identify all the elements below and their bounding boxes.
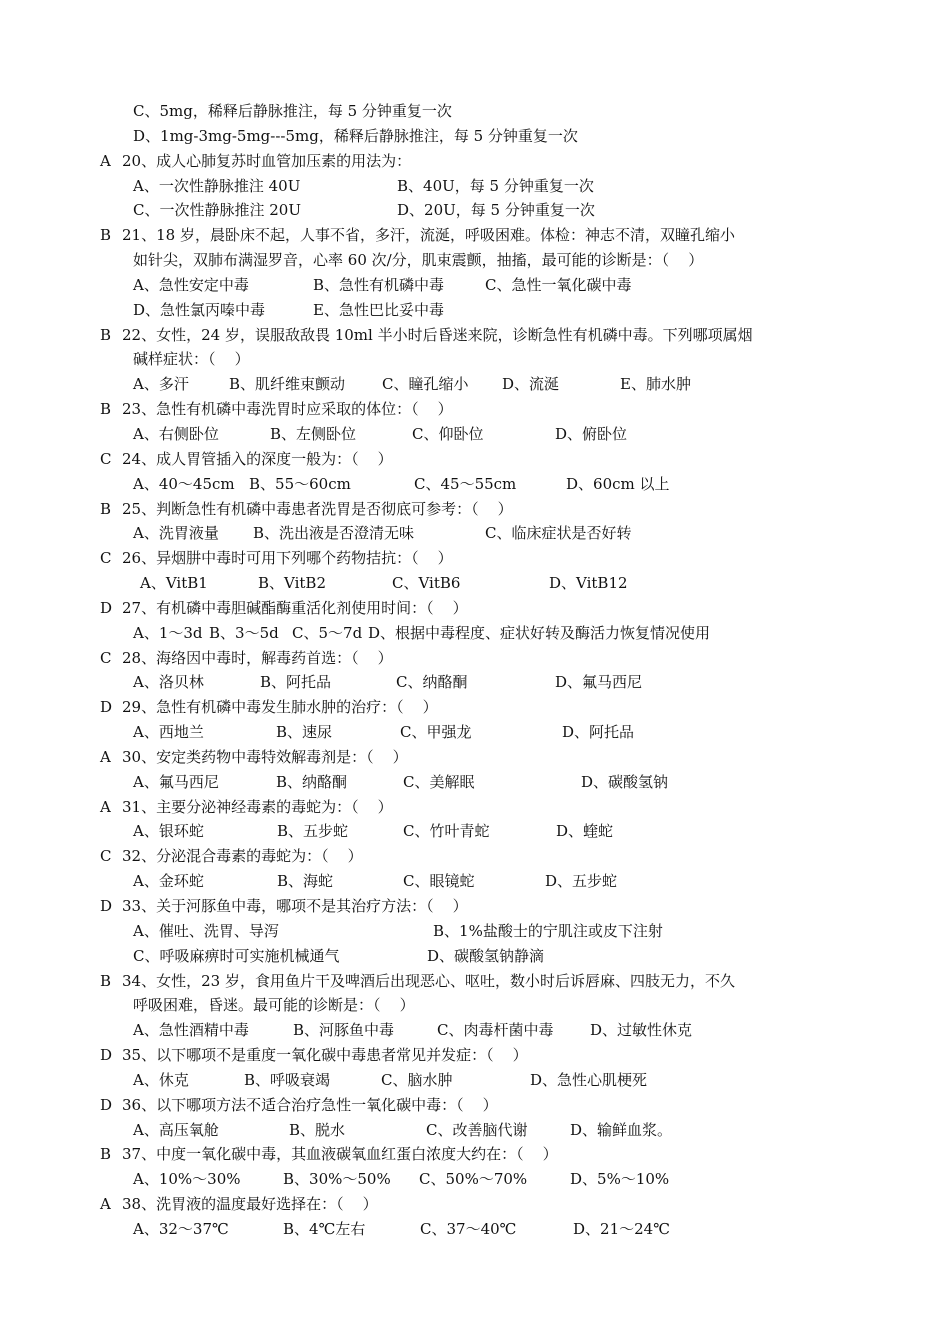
- answer-option: C、纳酪酮: [396, 673, 468, 692]
- question-row: [0, 323, 950, 348]
- question-text: 21、18 岁，晨卧床不起，人事不省，多汗，流涎，呼吸困难。体检：神志不清，双瞳孔缩小: [122, 226, 735, 245]
- question-row: [0, 596, 950, 621]
- answer-option: A、VitB1: [140, 574, 208, 593]
- answer-option: D、俯卧位: [555, 424, 628, 443]
- options-row: [0, 298, 950, 323]
- answer-option: C、5mg，稀释后静脉推注，每 5 分钟重复一次: [133, 102, 452, 120]
- question-row: [0, 646, 950, 671]
- options-row: [0, 273, 950, 298]
- answer-option: D、阿托品: [562, 723, 635, 742]
- question-text: 35、以下哪项不是重度一氧化碳中毒患者常见并发症：（ ）: [122, 1046, 528, 1065]
- question-text: 34、女性，23 岁，食用鱼片干及啤酒后出现恶心、呕吐，数小时后诉唇麻、四肢无力，不久: [122, 971, 735, 990]
- answer-option: D、21～24℃: [573, 1219, 670, 1238]
- options-row: [0, 174, 950, 199]
- answer-option: C、VitB6: [392, 574, 461, 593]
- options-row: [0, 571, 950, 596]
- answer-key: D: [100, 1095, 113, 1114]
- answer-option: A、催吐、洗胃、导泻: [133, 921, 279, 940]
- answer-key: C: [100, 449, 112, 468]
- question-row: [0, 447, 950, 472]
- question-row: [0, 1192, 950, 1217]
- question-text: 碱样症状：（ ）: [133, 350, 250, 369]
- answer-option: C、脑水肿: [381, 1070, 453, 1089]
- question-text-continued: [0, 248, 950, 273]
- options-row: [0, 198, 950, 223]
- question-row: [0, 695, 950, 720]
- options-row: [0, 422, 950, 447]
- question-text: 20、成人心肺复苏时血管加压素的用法为：: [122, 151, 412, 170]
- answer-option: A、氟马西尼: [133, 772, 219, 791]
- question-text: 如针尖，双肺布满湿罗音，心率 60 次/分，肌束震颤，抽搐，最可能的诊断是：（ ）: [133, 251, 704, 270]
- question-text-continued: [0, 993, 950, 1018]
- question-text: 31、主要分泌神经毒素的毒蛇为：（ ）: [122, 797, 393, 816]
- answer-option: C、37～40℃: [420, 1219, 517, 1238]
- answer-option: A、急性酒精中毒: [133, 1021, 249, 1040]
- options-row: [0, 1167, 950, 1192]
- question-row: [0, 497, 950, 522]
- question-row: [0, 745, 950, 770]
- answer-option: A、洛贝林: [133, 673, 204, 692]
- question-text: 呼吸困难，昏迷。最可能的诊断是：（ ）: [133, 996, 415, 1015]
- question-text: 28、海络因中毒时，解毒药首选：（ ）: [122, 648, 393, 667]
- question-row: [0, 969, 950, 994]
- answer-option: B、阿托品: [260, 673, 332, 692]
- answer-key: B: [100, 499, 112, 518]
- answer-option: D、根据中毒程度、症状好转及酶活力恢复情况使用: [368, 623, 711, 642]
- answer-option: B、左侧卧位: [270, 424, 357, 443]
- answer-option: B、脱水: [289, 1120, 346, 1139]
- answer-option: B、五步蛇: [277, 822, 349, 841]
- question-text: 23、急性有机磷中毒洗胃时应采取的体位：（ ）: [122, 400, 453, 419]
- options-row: [0, 770, 950, 795]
- answer-key: D: [100, 698, 113, 717]
- answer-option: A、高压氧舱: [133, 1120, 219, 1139]
- answer-key: D: [100, 598, 113, 617]
- question-row: [0, 223, 950, 248]
- answer-option: B、海蛇: [277, 872, 334, 891]
- answer-key: A: [100, 151, 111, 170]
- question-row: [0, 1043, 950, 1068]
- answer-key: B: [100, 971, 112, 990]
- answer-option: B、40U，每 5 分钟重复一次: [397, 176, 594, 195]
- question-text: 37、中度一氧化碳中毒，其血液碳氧血红蛋白浓度大约在：（ ）: [122, 1145, 558, 1164]
- answer-option: B、纳酪酮: [276, 772, 348, 791]
- answer-option: D、五步蛇: [545, 872, 618, 891]
- options-row: [0, 944, 950, 969]
- answer-option: A、洗胃液量: [133, 524, 219, 543]
- answer-option: B、3～5d: [209, 623, 279, 642]
- answer-key: B: [100, 1145, 112, 1164]
- answer-option: B、1%盐酸士的宁肌注或皮下注射: [433, 921, 663, 940]
- question-row: [0, 795, 950, 820]
- answer-option: B、洗出液是否澄清无味: [253, 524, 415, 543]
- answer-option: A、40～45cm: [133, 474, 235, 493]
- answer-key: B: [100, 226, 112, 245]
- options-row: [0, 472, 950, 497]
- question-row: [0, 1142, 950, 1167]
- answer-option: C、一次性静脉推注 20U: [133, 201, 301, 220]
- options-row: [0, 1217, 950, 1242]
- answer-key: B: [100, 325, 112, 344]
- answer-option: A、金环蛇: [133, 872, 204, 891]
- answer-option: B、55～60cm: [249, 474, 351, 493]
- answer-option: D、过敏性休克: [590, 1021, 693, 1040]
- answer-option: B、VitB2: [258, 574, 326, 593]
- question-text: 24、成人胃管插入的深度一般为：（ ）: [122, 449, 393, 468]
- answer-key: A: [100, 797, 111, 816]
- answer-option: C、5～7d: [292, 623, 363, 642]
- question-text: 38、洗胃液的温度最好选择在：（ ）: [122, 1195, 378, 1214]
- options-row: [0, 124, 950, 149]
- answer-option: B、肌纤维束颤动: [229, 375, 346, 394]
- answer-option: D、1mg-3mg-5mg---5mg，稀释后静脉推注，每 5 分钟重复一次: [133, 126, 578, 145]
- question-row: [0, 397, 950, 422]
- options-row: [0, 1118, 950, 1143]
- answer-option: A、10%～30%: [133, 1170, 241, 1189]
- answer-option: C、甲强龙: [400, 723, 472, 742]
- answer-option: A、1～3d: [133, 623, 203, 642]
- answer-option: B、30%～50%: [283, 1170, 391, 1189]
- question-row: [0, 894, 950, 919]
- question-text: 30、安定类药物中毒特效解毒剂是：（ ）: [122, 747, 408, 766]
- answer-key: A: [100, 1195, 111, 1214]
- answer-key: C: [100, 648, 112, 667]
- answer-option: C、临床症状是否好转: [485, 524, 632, 543]
- options-row: [0, 919, 950, 944]
- answer-option: D、20U，每 5 分钟重复一次: [397, 201, 595, 220]
- options-row: [0, 621, 950, 646]
- options-row: [0, 521, 950, 546]
- answer-option: B、呼吸衰竭: [244, 1070, 331, 1089]
- options-row: [0, 372, 950, 397]
- answer-option: A、右侧卧位: [133, 424, 219, 443]
- options-row: [0, 869, 950, 894]
- answer-option: A、休克: [133, 1070, 189, 1089]
- answer-option: B、河豚鱼中毒: [293, 1021, 395, 1040]
- question-text: 27、有机磷中毒胆碱酯酶重活化剂使用时间：（ ）: [122, 598, 468, 617]
- answer-option: D、急性心肌梗死: [530, 1070, 648, 1089]
- answer-option: B、4℃左右: [283, 1219, 366, 1238]
- answer-option: C、急性一氧化碳中毒: [485, 275, 632, 294]
- question-text: 25、判断急性有机磷中毒患者洗胃是否彻底可参考：（ ）: [122, 499, 513, 518]
- options-row: [0, 720, 950, 745]
- answer-option: D、5%～10%: [570, 1170, 670, 1189]
- answer-option: D、蝰蛇: [556, 822, 614, 841]
- question-text: 29、急性有机磷中毒发生肺水肿的治疗：（ ）: [122, 698, 438, 717]
- answer-key: C: [100, 549, 112, 568]
- answer-option: C、竹叶青蛇: [403, 822, 490, 841]
- answer-key: D: [100, 1046, 113, 1065]
- answer-option: D、VitB12: [549, 574, 628, 593]
- answer-option: C、眼镜蛇: [403, 872, 475, 891]
- answer-option: B、急性有机磷中毒: [313, 275, 445, 294]
- question-text: 32、分泌混合毒素的毒蛇为：（ ）: [122, 847, 363, 866]
- answer-key: B: [100, 400, 112, 419]
- question-text: 33、关于河豚鱼中毒，哪项不是其治疗方法：（ ）: [122, 897, 468, 915]
- question-row: [0, 546, 950, 571]
- answer-option: D、输鲜血浆。: [570, 1120, 673, 1139]
- options-row: [0, 99, 950, 124]
- question-list: [0, 99, 950, 1242]
- answer-option: A、银环蛇: [133, 822, 204, 841]
- answer-key: A: [100, 747, 111, 766]
- question-row: [0, 1093, 950, 1118]
- answer-option: D、碳酸氢钠: [581, 772, 669, 791]
- question-text: 26、异烟肼中毒时可用下列哪个药物拮抗：（ ）: [122, 549, 453, 568]
- answer-option: A、多汗: [133, 375, 189, 394]
- answer-option: D、60cm 以上: [566, 474, 670, 493]
- answer-key: D: [100, 897, 113, 915]
- answer-option: A、一次性静脉推注 40U: [133, 176, 301, 195]
- answer-option: C、美解眠: [403, 772, 475, 791]
- options-row: [0, 1068, 950, 1093]
- answer-option: D、流涎: [502, 375, 560, 394]
- question-text-continued: [0, 347, 950, 372]
- question-text: 36、以下哪项方法不适合治疗急性一氧化碳中毒：（ ）: [122, 1095, 498, 1114]
- answer-key: C: [100, 847, 112, 866]
- question-row: [0, 149, 950, 174]
- answer-option: D、氟马西尼: [555, 673, 643, 692]
- question-text: 22、女性，24 岁，误服敌敌畏 10ml 半小时后昏迷来院，诊断急性有机磷中毒。下列哪项属烟: [122, 325, 753, 344]
- answer-option: B、速尿: [276, 723, 333, 742]
- answer-option: C、改善脑代谢: [426, 1120, 528, 1139]
- answer-option: A、急性安定中毒: [133, 275, 249, 294]
- answer-option: E、急性巴比妥中毒: [313, 300, 444, 319]
- answer-option: E、肺水肿: [620, 375, 691, 394]
- answer-option: D、急性氯丙嗪中毒: [133, 300, 266, 319]
- answer-option: C、45～55cm: [414, 474, 517, 493]
- question-row: [0, 844, 950, 869]
- options-row: [0, 1018, 950, 1043]
- answer-option: A、西地兰: [133, 723, 204, 742]
- options-row: [0, 670, 950, 695]
- answer-option: C、50%～70%: [419, 1170, 528, 1189]
- answer-option: C、瞳孔缩小: [382, 375, 469, 394]
- options-row: [0, 819, 950, 844]
- answer-option: A、32～37℃: [133, 1219, 229, 1238]
- answer-option: C、仰卧位: [412, 424, 484, 443]
- answer-option: D、碳酸氢钠静滴: [427, 946, 545, 965]
- answer-option: C、呼吸麻痹时可实施机械通气: [133, 946, 340, 965]
- answer-option: C、肉毒杆菌中毒: [437, 1021, 554, 1040]
